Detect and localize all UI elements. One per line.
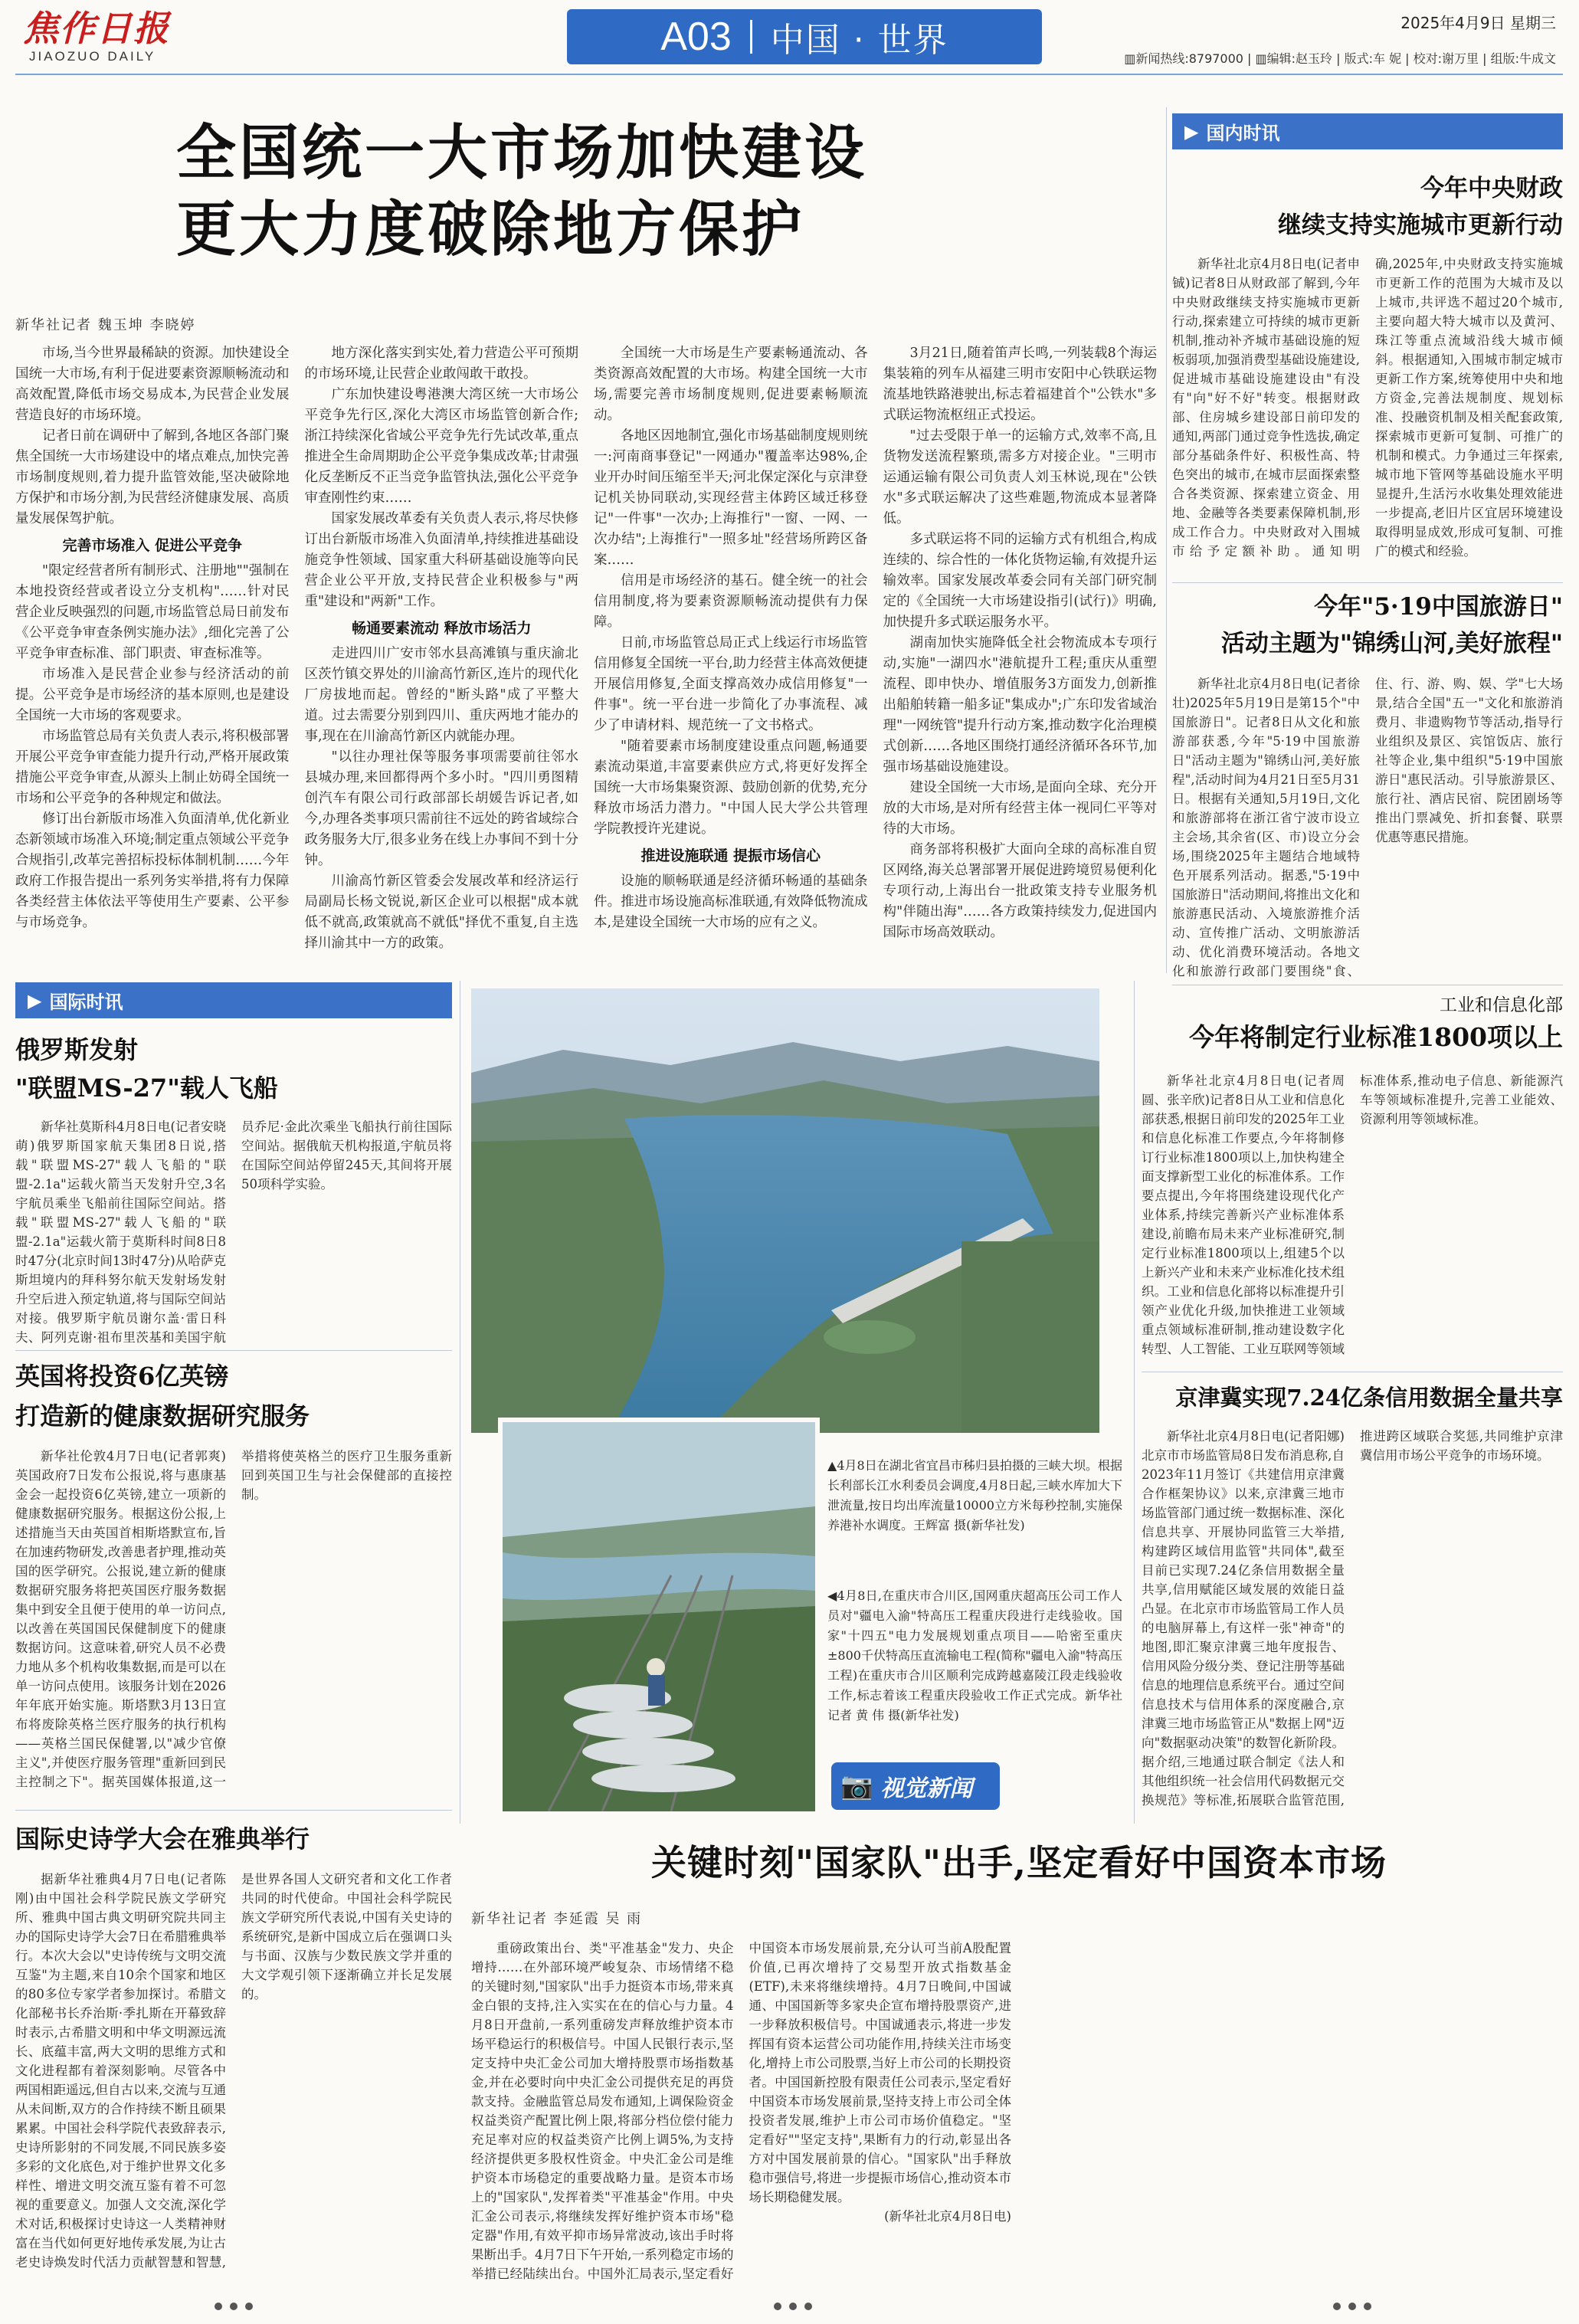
section-tag-international (15, 982, 452, 1018)
domestic4-text: 新华社北京4月8日电(记者阳娜)北京市市场监管局8日发布消息称,自2023年11月签订《共建信用京津冀合作框架协议》以来,京津冀三地市场监管部门通过统一数据标准、深化信息共享、开展协同监管三大举措,构建跨区域信用监管"共同体",截至目前已实现7.24亿条信用数据全量共享,信用赋能区域发展的效能日益凸显。在北京市市场监管局工作人员的电脑屏幕上,有这样一张"神奇"的地图,即汇聚京津冀三地年度报告、信用风险分级分类、登记注册等基础信息的地理信息系统平台。通过空间信息技术与信用体系的深度融合,京津冀三地市场监管正从"数据上网"迈向"数据驱动决策"的数智化新阶段。据介绍,三地通过联合制定《法人和其他组织统一社会信用代码数据元交换规范》等标准,拓展联合监管范围,推进跨区域联合奖惩,共同维护京津冀信用市场公平竞争的市场环境。 (1142, 1429, 1563, 1808)
section-tag-domestic (1172, 113, 1563, 149)
lead-para: 记者日前在调研中了解到,各地区各部门聚焦全国统一大市场建设中的堵点难点,加快完善市场制度规则,着力提升监管效能,坚决破除地方保护和市场分割,为民营经济健康发展、高质量发展保驾护航。 (15, 428, 290, 526)
footer-dots-left (215, 2303, 253, 2310)
lead-para: 川渝高竹新区管委会发展改革和经济运行局副局长杨文锐说,新区企业可以根据"成本就低不就高,政策就高不就低"择优不重复,自主选择川渝其中一方的政策。 (304, 874, 578, 951)
domestic3-body (1142, 1071, 1563, 1370)
intl3-title: 国际史诗学大会在雅典举行 (15, 1824, 310, 1854)
powerline-photo-image (503, 1422, 815, 1811)
intl2-title-line2: 打造新的健康数据研究服务 (15, 1401, 310, 1431)
page-badge (567, 9, 1042, 64)
lead-para: "随着要素市场制度建设重点问题,畅通要素流动渠道,丰富要素供应方式,将更好发挥全国统一大市场集聚资源、鼓励创新的优势,充分释放市场活力潜力。"中国人民大学公共管理学院教授许光建说。 (594, 739, 868, 837)
lead-para: 信用是市场经济的基石。健全统一的社会信用制度,将为要素资源顺畅流动提供有力保障。 (594, 573, 868, 630)
intl2-body (15, 1447, 452, 1807)
column-divider (1134, 981, 1135, 1824)
intl1-headline (15, 1031, 452, 1107)
bottom-body (471, 1939, 1567, 2291)
lead-title-line2: 更大力度破除地方保护 (176, 195, 805, 264)
domestic2-headline (1172, 588, 1563, 662)
intl2-headline (15, 1356, 452, 1436)
lead-subhead: 推进设施联通 提振市场信心 (640, 847, 821, 864)
domestic1-text: 新华社北京4月8日电(记者申铖)记者8日从财政部了解到,今年中央财政继续支持实施城市更新行动,探索建立可持续的城市更新机制,推动补齐城市基础设施的短板弱项,加强消费型基础设施建设,促进城市基础设施建设由"有没有"向"好不好"转变。根据财政部、住房城乡建设部日前印发的通知,两部门通过竞争性选拔,确定部分基础条件好、积极性高、特色突出的城市,在城市层面探索整合各类资源、探索建立资金、用地、金融等各类要素保障机制,形成工作合力。中央财政对入围城市给予定额补助。通知明确,2025年,中央财政支持实施城市更新工作的范围为大城市及以上城市,共评选不超过20个城市,主要向超大特大城市以及黄河、珠江等重点流域沿线大城市倾斜。根据通知,入围城市制定城市更新工作方案,统筹使用中央和地方资金,完善法规制度、规划标准、投融资机制及相关配套政策,探索城市更新可复制、可推广的机制和模式。力争通过三年探索,城市地下管网等基础设施水平明显提升,生活污水收集处理效能进一步提高,老旧片区宜居环境建设取得明显成效,形成可复制、可推广的模式和经验。 (1172, 257, 1563, 559)
section-domestic-label: 国内时讯 (1206, 123, 1280, 144)
domestic4-title: 京津冀实现7.24亿条信用数据全量共享 (1175, 1385, 1563, 1411)
lead-para: 市场监管总局有关负责人表示,将积极部署开展公平竞争审查能力提升行动,严格开展政策措施公平竞争审查,从源头上制止妨碍全国统一市场和公平竞争的各种规定和做法。 (15, 729, 290, 806)
lead-para: 市场,当今世界最稀缺的资源。加快建设全国统一大市场,有利于促进要素资源顺畅流动和高效配置,降低市场交易成本,为民营企业发展营造良好的市场环境。 (15, 346, 290, 423)
lead-para: 走进四川广安市邻水县高滩镇与重庆渝北区茨竹镇交界处的川渝高竹新区,连片的现代化厂房拔地而起。曾经的"断头路"成了平整大道。过去需要分别到四川、重庆两地才能办的事,现在在川渝高竹新区内就能办理。 (304, 646, 578, 744)
lead-para: 全国统一大市场是生产要素畅通流动、各类资源高效配置的大市场。构建全国统一大市场,需要完善市场制度规则,促进要素畅顺流动。 (594, 346, 868, 423)
masthead-rule (15, 74, 1563, 75)
logo-cn: 焦作日报 (23, 8, 170, 49)
lead-para: "以往办理社保等服务事项需要前往邻水县城办理,来回都得两个多小时。"四川勇图精创汽车有限公司行政部部长胡媛告诉记者,如今,办理各类事项只需前往不远处的跨省域综合政务服务大厅,很多业务在线上办事间不到十分钟。 (304, 749, 578, 868)
lead-para: 日前,市场监管总局正式上线运行市场监管信用修复全国统一平台,助力经营主体高效便捷开展信用修复,全面支撑高效办成信用修复"一件事"。统一平台进一步简化了办事流程、减少了申请材料、规范统一了文书格式。 (594, 635, 868, 733)
visual-news-label: 视觉新闻 (880, 1775, 973, 1802)
photo-powerline (498, 1418, 820, 1816)
domestic2-title-line2: 活动主题为"锦绣山河,美好旅程" (1220, 630, 1563, 657)
lead-para: 商务部将积极扩大面向全球的高标准自贸区网络,海关总署部署开展促进跨境贸易便利化专项行动,上海出台一批政策支持专业服务机构"伴随出海"……各方政策持续发力,促进国内国际市场高效联动。 (883, 842, 1157, 940)
bottom-text: 重磅政策出台、类"平准基金"发力、央企增持……在外部环境严峻复杂、市场情绪不稳的关键时刻,"国家队"出手力挺资本市场,带来真金白银的支持,注入实实在在的信心与力量。4月8日开盘前,一系列重磅发声释放维护资本市场平稳运行的积极信号。中国人民银行表示,坚定支持中央汇金公司加大增持股票市场指数基金,并在必要时向中央汇金公司提供充足的再贷款支持。金融监管总局发布通知,上调保险资金权益类资产配置比例上限,将部分档位偿付能力充足率对应的权益类资产比例上调5%,为支持经济提供更多股权性资金。中央汇金公司是维护资本市场稳定的重要战略力量。是资本市场上的"国家队",发挥着类"平准基金"作用。中央汇金公司表示,将继续发挥好维护资本市场"稳定器"作用,有效平抑市场异常波动,该出手时将果断出手。4月7日下午开始,一系列稳定市场的举措已经陆续出台。中国外汇局表示,坚定看好中国资本市场发展前景,充分认可当前A股配置价值,已再次增持了交易型开放式指数基金(ETF),未来将继续增持。4月7日晚间,中国诚通、中国国新等多家央企宣布增持股票资产,进一步释放积极信号。中国诚通表示,将进一步发挥国有资本运营公司功能作用,持续关注市场变化,增持上市公司股票,当好上市公司的长期投资者。中国国新控股有限责任公司表示,坚定看好中国资本市场发展前景,坚持支持上市公司全体投资者发展,维护上市公司市场价值稳定。"坚定看好""坚定支持",果断有力的行动,彰显出各方对中国发展前景的信心。"国家队"出手释放稳市强信号,将进一步提振市场信心,推动资本市场长期稳健发展。 (471, 1941, 1011, 2281)
play-icon: ▶ (1184, 120, 1199, 143)
section-international-label: 国际时讯 (49, 992, 123, 1013)
domestic4-headline (1142, 1379, 1563, 1416)
lead-subhead: 畅通要素流动 释放市场活力 (351, 620, 532, 637)
page-date: 2025年4月9日 星期三 (1400, 14, 1556, 32)
domestic3-title: 今年将制定行业标准1800项以上 (1189, 1022, 1563, 1052)
photo-caption-powerline (827, 1586, 1122, 1726)
domestic2-title-line1: 今年"5·19中国旅游日" (1314, 593, 1563, 621)
staff-line: ▥新闻热线:8797000 | ▥编辑:赵玉玲 | 版式:车 妮 | 校对:谢万里 | 组版:牛成文 (1124, 51, 1556, 66)
logo (23, 8, 192, 69)
lead-para: 多式联运将不同的运输方式有机组合,构成连续的、综合性的一体化货物运输,有效提升运输效率。国家发展改革委会同有关部门研究制定的《全国统一大市场建设指引(试行)》明确,加快提升多式联运服务水平。 (883, 532, 1157, 630)
visual-news-badge (831, 1762, 1000, 1810)
play-icon: ▶ (28, 989, 42, 1011)
bottom-byline: 新华社记者 李延霞 吴 雨 (471, 1911, 643, 1927)
bottom-headline (471, 1827, 1567, 1898)
lead-para: 湖南加快实施降低全社会物流成本专项行动,实施"一湖四水"港航提升工程;重庆从重塑流程、即申快办、增值服务3方面发力,创新推出船舶转籍一船多证"集成办";广东印发省域治理"一网统管"提升行动方案,推动数字化治理模式创新……各地区围绕打通经济循环各环节,加强市场基础设施建设。 (883, 635, 1157, 775)
footer-dots-center (774, 2303, 812, 2310)
story-divider (15, 1810, 452, 1811)
intl1-text: 新华社莫斯科4月8日电(记者安晓萌)俄罗斯国家航天集团8日说,搭载"联盟MS-27"载人飞船的"联盟-2.1a"运载火箭当天发射升空,3名宇航员乘坐飞船前往国际空间站。搭载"联盟MS-27"载人飞船的"联盟-2.1a"运载火箭于莫斯科时间8日8时47分(北京时间13时47分)从哈萨克斯坦境内的拜科努尔航天发射场发射升空后进入预定轨道,将与国际空间站对接。俄罗斯宇航员谢尔盖·雷日科夫、阿列克谢·祖布里茨基和美国宇航员乔尼·金此次乘坐飞船执行前往国际空间站。据俄航天机构报道,宇航员将在国际空间站停留245天,其间将开展50项科学实验。 (15, 1119, 452, 1345)
column-divider (1166, 107, 1167, 973)
intl3-body (15, 1870, 452, 2287)
photo-caption-dam (827, 1456, 1122, 1536)
intl2-title-line1: 英国将投资6亿英镑 (15, 1362, 229, 1391)
lead-para: 建设全国统一大市场,是面向全球、充分开放的大市场,是对所有经营主体一视同仁平等对待的大市场。 (883, 780, 1157, 837)
lead-para: 修订出台新版市场准入负面清单,优化新业态新领域市场准入环境;制定重点领域公平竞争合规指引,改革完善招标投标体制机制……今年政府工作报告提出一系列务实举措,将有力保障各类经营主体依法平等使用生产要素、公平参与市场竞争。 (15, 811, 290, 930)
logo-en: JIAOZUO DAILY (29, 49, 156, 64)
photo-dam (471, 988, 1099, 1433)
domestic4-body (1142, 1427, 1563, 1825)
lead-subhead: 完善市场准入 促进公平竞争 (62, 537, 243, 554)
lead-para: 广东加快建设粤港澳大湾区统一大市场公平竞争先行区,深化大湾区市场监管创新合作;浙江持续深化省域公平竞争先行先试改革,重点推进全生命周期助企公平竞争集成改革;甘肃强化反垄断反不正当竞争监管执法,强化公平竞争审查刚性约束…… (304, 387, 578, 506)
caption-powerline-text: ◀4月8日,在重庆市合川区,国网重庆超高压公司工作人员对"疆电入渝"特高压工程重庆段进行走线验收。国家"十四五"电力发展规划重点项目——哈密至重庆±800千伏特高压直流输电工程(简称"疆电入渝"特高压工程)在重庆市合川区顺利完成跨越嘉陵江段走线验收工作,标志着该工程重庆段验收工作正式完成。新华社记者 黄 伟 摄(新华社发) (827, 1588, 1122, 1723)
masthead (0, 0, 1579, 77)
camera-icon: 📷 (840, 1771, 873, 1801)
domestic1-title-line1: 今年中央财政 (1420, 175, 1563, 202)
lead-para: "过去受限于单一的运输方式,效率不高,且货物发送流程繁琐,需多方对接企业。"三明市运通运输有限公司负责人刘玉林说,现在"公铁水"多式联运解决了这些难题,物流成本显著降低。 (883, 428, 1157, 526)
lead-para: 设施的顺畅联通是经济循环畅通的基础条件。推进市场设施高标准联通,有效降低物流成本,是建设全国统一大市场的应有之义。 (594, 874, 868, 930)
dam-photo-image (471, 988, 1099, 1433)
lead-headline (176, 115, 1096, 268)
intl3-headline (15, 1818, 452, 1860)
lead-title-line1: 全国统一大市场加快建设 (176, 118, 868, 188)
caption-dam-text: ▲4月8日在湖北省宜昌市秭归县拍摄的三峡大坝。根据长利部长江水利委员会调度,4月8日起,三峡水库加大下泄流量,按日均出库流量10000立方米每秒控制,实施保养港补水调度。王辉富 摄(新华社发) (827, 1458, 1122, 1532)
domestic2-body (1172, 674, 1563, 981)
intl2-text: 新华社伦敦4月7日电(记者郭爽)英国政府7日发布公报说,将与惠康基金会一起投资6亿英镑,建立一项新的健康数据研究服务。根据这份公报,上述措施当天由英国首相斯塔默宣布,旨在加速药物研发,改善患者护理,推动英国的医学研究。公报说,建立新的健康数据研究服务将把英国医疗服务数据集中到安全且便于使用的单一访问点,以改善在英国国民保健制度下的健康数据访问。这意味着,研究人员不必费力地从多个机构收集数据,而是可以在单一访问点使用。该服务计划在2026年年底开始实施。斯塔默3月13日宣布将废除英格兰医疗服务的执行机构——英格兰国民保健署,以"减少官僚主义",并使医疗服务管理"重新回到民主控制之下"。据英国媒体报道,这一举措将使英格兰的医疗卫生服务重新回到英国卫生与社会保健部的直接控制。 (15, 1449, 452, 1789)
story-divider (15, 1350, 452, 1351)
lead-body (15, 343, 1157, 972)
lead-byline: 新华社记者 魏玉坤 李晓婷 (15, 317, 196, 333)
domestic1-title-line2: 继续支持实施城市更新行动 (1278, 211, 1563, 239)
lead-para: "限定经营者所有制形式、注册地""强制在本地投资经营或者设立分支机构"……针对民营企业反映强烈的问题,市场监管总局日前发布《公平竞争审查条例实施办法》,细化完善了公平竞争审查标准、部门职责、审查标准等。 (15, 563, 290, 661)
intl1-body (15, 1117, 452, 1347)
lead-para: 市场准入是民营企业参与经济活动的前提。公平竞争是市场经济的基本原则,也是建设全国统一大市场的客观要求。 (15, 667, 290, 723)
bottom-title: 关键时刻"国家队"出手,坚定看好中国资本市场 (651, 1842, 1387, 1883)
domestic2-text: 新华社北京4月8日电(记者徐壮)2025年5月19日是第15个"中国旅游日"。记者8日从文化和旅游部获悉,今年"5·19中国旅游日"活动主题为"锦绣山河,美好旅程",活动时间为4月21日至5月31日。根据有关通知,5月19日,文化和旅游部将在浙江省宁波市设立主会场,其余省(区、市)设立分会场,围绕2025年主题结合地域特色开展系列活动。据悉,"5·19中国旅游日"活动期间,将推出文化和旅游惠民活动、入境旅游推介活动、宣传推广活动、文明旅游活动、优化消费环境活动。各地文化和旅游行政部门要围绕"食、住、行、游、购、娱、学"七大场景,结合全国"五一"文化和旅游消费月、非遗购物节等活动,指导行业组织及景区、宾馆饭店、旅行社等企业,集中组织"5·19中国旅游日"惠民活动。引导旅游景区、旅行社、酒店民宿、院团剧场等推出门票减免、折扣套餐、联票优惠等惠民措施。 (1172, 677, 1563, 978)
page-section: 中国 · 世界 (770, 21, 948, 60)
badge-divider (750, 20, 752, 54)
lead-para: 地方深化落实到实处,着力营造公平可预期的市场环境,让民营企业敢闯敢干敢投。 (304, 346, 578, 382)
bottom-credit: (新华社北京4月8日电) (884, 2209, 1011, 2224)
domestic3-text: 新华社北京4月8日电(记者周圆、张辛欣)记者8日从工业和信息化部获悉,根据日前印发的2025年工业和信息化标准工作要点,今年将制修订行业标准1800项以上,加快构建全面支撑新型工业化的标准体系。工作要点提出,今年将围绕建设现代化产业体系,持续完善新兴产业标准体系建设,前瞻布局未来产业标准研究,制定行业标准1800项以上,组建5个以上新兴产业和未来产业标准化技术组织。工业和信息化部将以标准提升引领产业优化升级,加快推进工业领域重点领域标准研制,推动建设数字化转型、人工智能、工业互联网等领域标准体系,推动电子信息、新能源汽车等领域标准提升,完善工业能效、资源利用等领域标准。 (1142, 1073, 1563, 1356)
story-divider (1172, 582, 1563, 583)
lead-para: 各地区因地制宜,强化市场基础制度规则统一:河南商事登记"一网通办"覆盖率达98%,企业开办时间压缩至半天;河北保定深化与京津登记机关协同联动,实现经营主体跨区域迁移登记"一件事"一次办;上海推行"一窗、一网、一次办结";上海推行"一照多址"经营场所跨区备案…… (594, 428, 868, 568)
page-number: A03 (660, 15, 732, 59)
footer-dots-right (1333, 2303, 1371, 2310)
domestic1-headline (1172, 170, 1563, 244)
lead-para: 3月21日,随着笛声长鸣,一列装载8个海运集装箱的列车从福建三明市安阳中心铁联运物流基地铁路港驶出,标志着福建首个"公铁水"多式联运物流枢纽正式投运。 (883, 346, 1157, 423)
domestic3-headline (1142, 992, 1563, 1057)
domestic3-kicker: 工业和信息化部 (1440, 995, 1563, 1015)
intl1-title-line2: "联盟MS-27"载人飞船 (15, 1073, 278, 1103)
intl1-title-line1: 俄罗斯发射 (15, 1035, 139, 1064)
lead-para: 国家发展改革委有关负责人表示,将尽快修订出台新版市场准入负面清单,持续推进基础设施竞争性领域、国家重大科研基础设施等向民营企业公平开放,支持民营企业积极参与"两重"建设和"两新"工作。 (304, 511, 578, 609)
domestic1-body (1172, 254, 1563, 576)
intl3-text: 据新华社雅典4月7日电(记者陈刚)由中国社会科学院民族文学研究所、雅典中国古典文明研究院共同主办的国际史诗学大会7日在希腊雅典举行。本次大会以"史诗传统与文明交流互鉴"为主题,来自10余个国家和地区的80多位专家学者参加探讨。希腊文化部秘书长乔治斯·季扎斯在开幕致辞时表示,古希腊文明和中华文明源远流长、底蕴丰富,两大文明的思维方式和文化进程都有着深刻影响。尽管各中两国相距遥远,但自古以来,交流与互通从未间断,双方的合作持续不断且硕果累累。中国社会科学院代表致辞表示,史诗所影射的不同发展,不同民族多姿多彩的文化底色,对于维护世界文化多样性、增进文明交流互鉴有着不可忽视的重要意义。加强人文交流,深化学术对话,积极探讨史诗这一人类精神财富在当代如何更好地传承发展,为让古老史诗焕发时代活力贡献智慧和智慧,是世界各国人文研究者和文化工作者共同的时代使命。中国社会科学院民族文学研究所代表说,中国有关史诗的系统研究,是新中国成立后在强调口头与书面、汉族与少数民族文学并重的大文学观引领下逐渐确立并长足发展的。 (15, 1872, 452, 2270)
